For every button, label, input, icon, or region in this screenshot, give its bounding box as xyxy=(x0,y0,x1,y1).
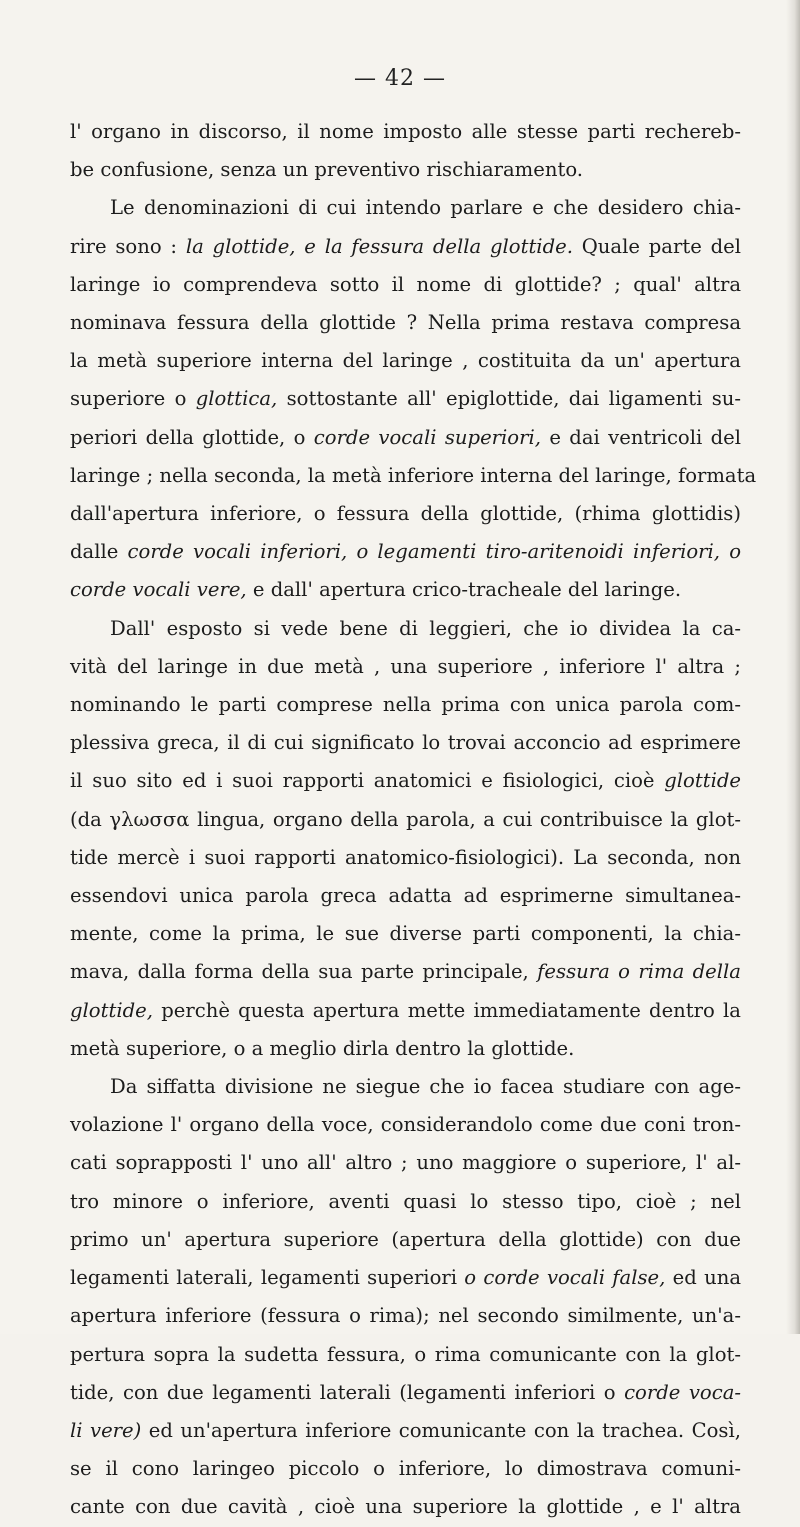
text-segment: dalle xyxy=(70,540,128,564)
text-segment: rire sono : xyxy=(70,234,186,258)
text-line xyxy=(70,1221,741,1259)
text-line xyxy=(70,953,741,991)
text-line xyxy=(70,533,741,571)
italic-text: la glottide, e la fessura della glottide. xyxy=(185,234,573,258)
text-line xyxy=(70,1106,741,1144)
text-segment: primo un' apertura superiore (apertura della glottide) con due xyxy=(70,1227,741,1251)
text-segment: e dai ventricoli del xyxy=(540,425,742,449)
text-line xyxy=(70,113,741,151)
text-segment: cati soprapposti l' uno all' altro ; uno maggiore o superiore, l' al- xyxy=(70,1151,741,1175)
text-line xyxy=(70,495,741,533)
text-line xyxy=(70,1336,741,1374)
text-line xyxy=(70,228,741,266)
text-line xyxy=(70,801,741,839)
text-line xyxy=(70,1259,741,1297)
text-segment: apertura inferiore (fessura o rima); nel secondo similmente, un'a- xyxy=(70,1304,741,1328)
text-line xyxy=(70,1183,741,1221)
text-segment: se il cono laringeo piccolo o inferiore, lo dimostrava comuni- xyxy=(70,1457,741,1481)
text-segment: il suo sito ed i suoi rapporti anatomici e fisiologici, cioè xyxy=(70,769,665,793)
text-line xyxy=(70,762,741,800)
italic-text: fessura o rima della xyxy=(537,960,741,984)
text-line xyxy=(70,1068,741,1106)
text-line xyxy=(70,1297,741,1335)
text-segment: cante con due cavità , cioè una superiore la glottide , e l' altra xyxy=(70,1495,741,1519)
text-segment: laringe io comprendeva sotto il nome di glottide? ; qual' altra xyxy=(70,272,741,296)
italic-text: corde vocali superiori, xyxy=(313,425,541,449)
text-line xyxy=(70,839,741,877)
text-line xyxy=(70,915,741,953)
page-edge-shadow xyxy=(786,0,800,1334)
text-segment: laringe ; nella seconda, la metà inferiore interna del laringe, formata xyxy=(70,463,757,487)
text-line xyxy=(70,686,741,724)
text-segment: Quale parte del xyxy=(572,234,741,258)
text-line xyxy=(70,151,741,189)
text-segment: ed un'apertura inferiore comunicante con la trachea. Così, xyxy=(141,1418,741,1442)
text-segment: l' organo in discorso, il nome imposto alle stesse parti rechereb- xyxy=(70,120,741,143)
text-segment: mava, dalla forma della sua parte principale, xyxy=(70,960,538,984)
text-segment: volazione l' organo della voce, considerandolo come due coni tron- xyxy=(70,1113,741,1137)
text-segment: perchè questa apertura mette immediatamente dentro la xyxy=(153,998,741,1022)
text-line xyxy=(70,610,741,648)
text-line xyxy=(70,1450,741,1488)
italic-text: corde voca- xyxy=(624,1380,741,1404)
text-segment: legamenti laterali, legamenti superiori xyxy=(70,1266,465,1290)
text-line xyxy=(70,1144,741,1182)
text-segment: mente, come la prima, le sue diverse parti componenti, la chia- xyxy=(70,922,741,946)
text-segment: (da γλωσσα lingua, organo della parola, a cui contribuisce la glot- xyxy=(70,807,741,831)
text-segment: nominando le parti comprese nella prima con unica parola com- xyxy=(70,693,741,717)
italic-text: glottica, xyxy=(195,387,278,411)
italic-text: glottide, xyxy=(70,998,153,1022)
text-line xyxy=(70,992,741,1030)
text-segment: vità del laringe in due metà , una superiore , inferiore l' altra ; xyxy=(70,654,741,678)
text-segment: metà superiore, o a meglio dirla dentro la glottide. xyxy=(70,1036,575,1060)
text-segment: Da siffatta divisione ne siegue che io facea studiare con age- xyxy=(110,1075,741,1099)
text-segment: sottostante all' epiglottide, dai ligamenti su- xyxy=(277,387,741,411)
text-segment: nominava fessura della glottide ? Nella prima restava compresa xyxy=(70,311,741,335)
text-segment: superiore o xyxy=(70,387,196,411)
text-line xyxy=(70,571,741,609)
text-segment: tide mercè i suoi rapporti anatomico-fisiologici). La seconda, non xyxy=(70,845,741,869)
text-line xyxy=(70,1030,741,1068)
text-line xyxy=(70,877,741,915)
text-line xyxy=(70,1412,741,1450)
text-line xyxy=(70,1374,741,1412)
text-line xyxy=(70,189,741,227)
text-segment: e dall' apertura crico-tracheale del laringe. xyxy=(246,578,682,602)
text-segment: pertura sopra la sudetta fessura, o rima comunicante con la glot- xyxy=(70,1342,741,1366)
italic-text: li vere) xyxy=(70,1418,142,1442)
text-line xyxy=(70,419,741,457)
page-number: — 42 — xyxy=(354,66,446,91)
text-line xyxy=(70,342,741,380)
text-segment: ed una xyxy=(665,1266,742,1290)
italic-text: corde vocali vere, xyxy=(70,578,247,602)
text-line xyxy=(70,648,741,686)
italic-text: glottide xyxy=(664,769,741,793)
italic-text: o corde vocali false, xyxy=(464,1266,666,1290)
text-line xyxy=(70,304,741,342)
italic-text: corde vocali inferiori, o legamenti tiro-aritenoidi inferiori, o xyxy=(127,540,741,564)
text-segment: tide, con due legamenti laterali (legamenti inferiori o xyxy=(70,1380,625,1404)
body-text xyxy=(70,113,757,1527)
text-line xyxy=(70,457,757,495)
text-segment: plessiva greca, il di cui significato lo trovai acconcio ad esprimere xyxy=(70,731,741,755)
text-segment: tro minore o inferiore, aventi quasi lo stesso tipo, cioè ; nel xyxy=(70,1189,741,1213)
text-segment: Le denominazioni di cui intendo parlare e che desidero chia- xyxy=(110,196,741,220)
text-line xyxy=(70,1488,741,1526)
text-segment: be confusione, senza un preventivo rischiaramento. xyxy=(70,158,584,182)
text-segment: la metà superiore interna del laringe , costituita da un' apertura xyxy=(70,349,741,373)
text-line xyxy=(70,266,741,304)
text-segment: dall'apertura inferiore, o fessura della glottide, (rhima glottidis) xyxy=(70,502,741,526)
text-line xyxy=(70,380,741,418)
text-segment: Dall' esposto si vede bene di leggieri, che io dividea la ca- xyxy=(110,616,741,640)
text-segment: periori della glottide, o xyxy=(70,425,314,449)
text-line xyxy=(70,724,741,762)
text-segment: essendovi unica parola greca adatta ad esprimerne simultanea- xyxy=(70,884,741,908)
